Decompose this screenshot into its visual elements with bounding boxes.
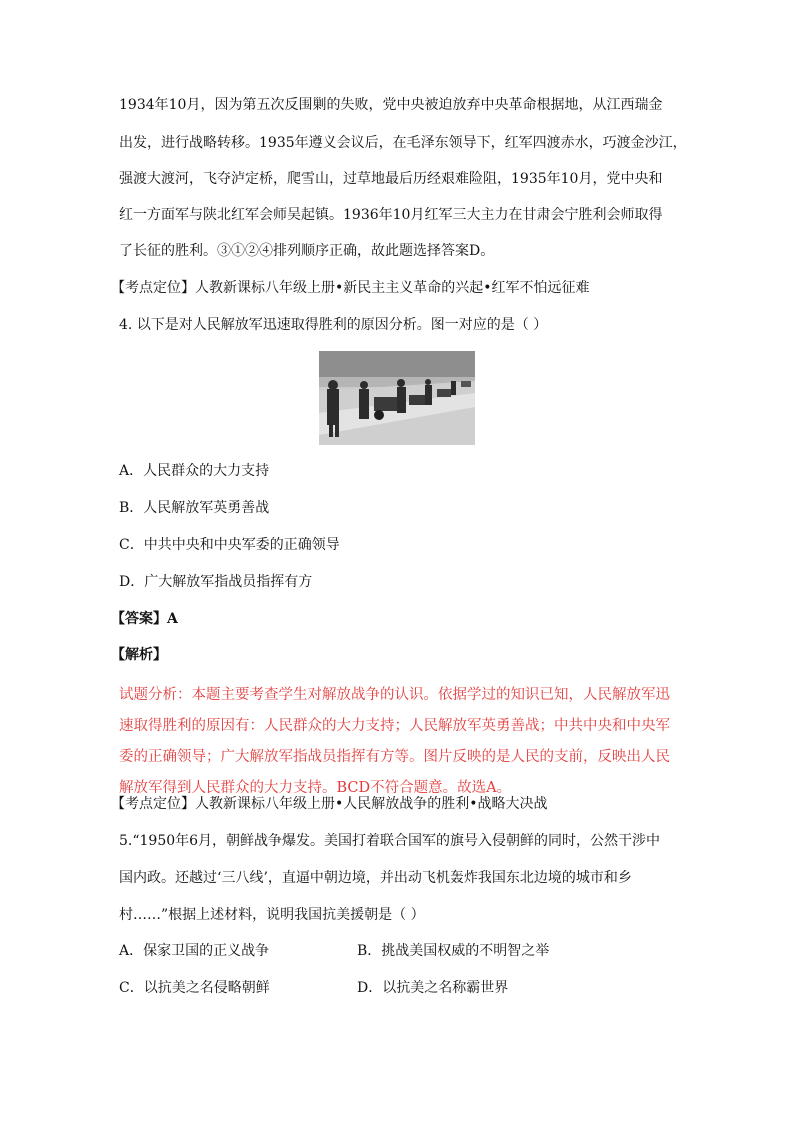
question-5-line-2: 国内政。还越过‘三八线’，直逼中朝边境，并出动飞机轰炸我国东北边境的城市和乡	[119, 870, 632, 886]
photo-illustration	[319, 351, 475, 445]
analysis-q3-line-2: 出发，进行战略转移。1935年遵义会议后，在毛泽东领导下，红军四渡赤水，巧渡金沙江，	[119, 135, 687, 151]
question-4-option-d: D．广大解放军指战员指挥有方	[119, 574, 313, 590]
analysis-q3-line-3: 强渡大渡河，飞夺泸定桥，爬雪山，过草地最后历经艰难险阻，1935年10月，党中央和	[119, 171, 663, 187]
question-4-answer: 【答案】A	[111, 611, 178, 627]
question-4-photo	[319, 351, 475, 445]
question-5-option-c: C．以抗美之名侵略朝鲜	[119, 980, 270, 996]
question-4-stem: 4. 以下是对人民解放军迅速取得胜利的原因分析。图一对应的是（ ）	[119, 317, 548, 333]
analysis-q3-line-1: 1934年10月，因为第五次反围剿的失败，党中央被迫放弃中央革命根据地，从江西瑞金	[119, 97, 663, 113]
question-5-option-d: D．以抗美之名称霸世界	[357, 980, 509, 996]
question-4-option-b: B．人民解放军英勇善战	[119, 500, 270, 516]
question-4-option-a: A．人民群众的大力支持	[119, 463, 270, 479]
question-4-analysis: 试题分析：本题主要考查学生对解放战争的认识。依据学过的知识已知，人民解放军迅速取得胜利的原因有：人民群众的大力支持；人民解放军英勇善战；中共中央和中央军委的正确领导；广大解放军指战员指挥有方等。图片反映的是人民的支前，反映出人民解放军得到人民群众的大力支持。BCD不符合题意。故选A。	[119, 687, 670, 796]
analysis-q3-line-4: 红一方面军与陕北红军会师吴起镇。1936年10月红军三大主力在甘肃会宁胜利会师取得	[119, 207, 663, 223]
kaodian-q3: 【考点定位】人教新课标八年级上册•新民主主义革命的兴起•红军不怕远征难	[111, 280, 590, 296]
question-5-line-3: 村……”根据上述材料，说明我国抗美援朝是（ ）	[119, 907, 425, 923]
kaodian-q4: 【考点定位】人教新课标八年级上册•人民解放战争的胜利•战略大决战	[111, 796, 548, 812]
question-4-option-c: C．中共中央和中央军委的正确领导	[119, 537, 340, 553]
analysis-q3-line-5: 了长征的胜利。③①②④排列顺序正确，故此题选择答案D。	[119, 243, 495, 259]
question-5-line-1: 5.“1950年6月，朝鲜战争爆发。美国打着联合国军的旗号入侵朝鲜的同时，公然干涉中	[119, 833, 661, 849]
question-5-option-b: B．挑战美国权威的不明智之举	[357, 943, 550, 959]
question-5-option-a: A．保家卫国的正义战争	[119, 943, 270, 959]
question-4-jiexi-label: 【解析】	[111, 647, 167, 663]
